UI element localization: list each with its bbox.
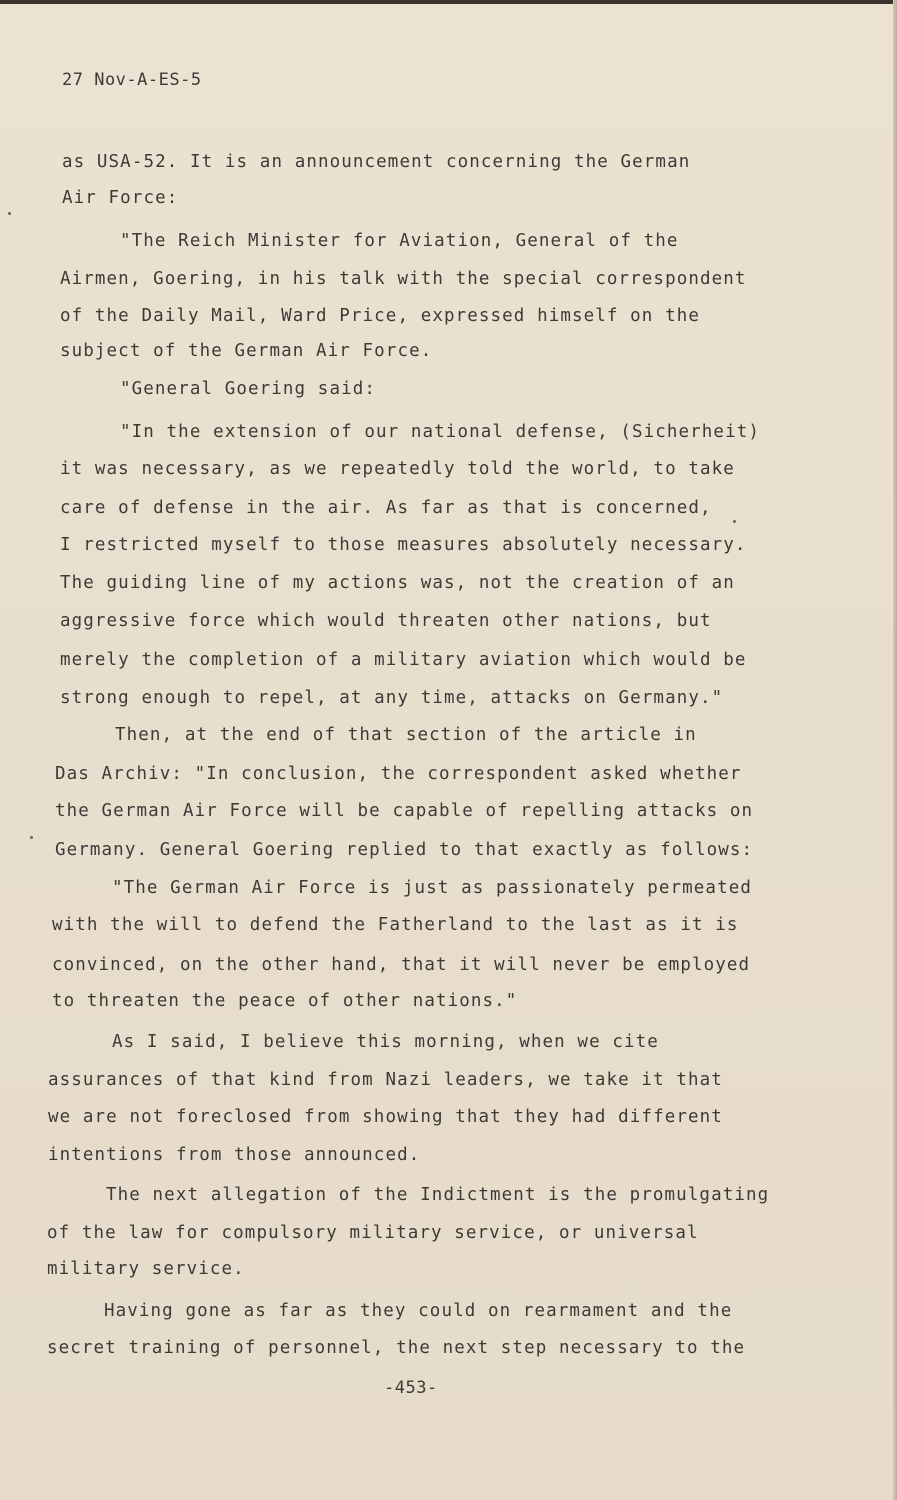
page-number: -453- [384, 1378, 438, 1398]
text-line: to threaten the peace of other nations." [52, 991, 518, 1011]
text-line: the German Air Force will be capable of repelling attacks on [55, 801, 754, 821]
text-line: as USA-52. It is an announcement concerning the German [62, 152, 691, 172]
text-line: aggressive force which would threaten other nations, but [60, 611, 712, 631]
text-line: Air Force: [62, 188, 179, 208]
text-line: convinced, on the other hand, that it will never be employed [52, 955, 751, 975]
text-line: strong enough to repel, at any time, attacks on Germany." [60, 688, 724, 708]
text-line: with the will to defend the Fatherland to the last as it is [52, 915, 739, 935]
text-line: The guiding line of my actions was, not the creation of an [60, 573, 735, 593]
text-line: care of defense in the air. As far as that is concerned, [60, 498, 712, 518]
page-top-edge [0, 0, 897, 4]
paper-speck [30, 836, 33, 839]
text-line: "General Goering said: [120, 379, 376, 399]
text-line: it was necessary, as we repeatedly told the world, to take [60, 459, 735, 479]
text-line: I restricted myself to those measures absolutely necessary. [60, 535, 747, 555]
text-line: assurances of that kind from Nazi leaders, we take it that [48, 1070, 723, 1090]
text-line: As I said, I believe this morning, when we cite [112, 1032, 659, 1052]
text-line: of the Daily Mail, Ward Price, expressed himself on the [60, 306, 700, 326]
text-line: military service. [47, 1259, 245, 1279]
paper-speck [733, 520, 736, 523]
text-line: "In the extension of our national defense, (Sicherheit) [120, 422, 760, 442]
text-line: Then, at the end of that section of the article in [115, 725, 697, 745]
text-line: subject of the German Air Force. [60, 341, 433, 361]
paper-speck [8, 212, 11, 215]
text-line: we are not foreclosed from showing that they had different [48, 1107, 723, 1127]
text-line: of the law for compulsory military service, or universal [47, 1223, 699, 1243]
text-line: "The German Air Force is just as passionately permeated [112, 878, 752, 898]
text-line: Having gone as far as they could on rearmament and the [104, 1301, 733, 1321]
text-line: The next allegation of the Indictment is the promulgating [106, 1185, 770, 1205]
text-line: Airmen, Goering, in his talk with the special correspondent [60, 269, 747, 289]
text-line: Das Archiv: "In conclusion, the correspondent asked whether [55, 764, 742, 784]
text-line: Germany. General Goering replied to that exactly as follows: [55, 840, 754, 860]
text-line: intentions from those announced. [48, 1145, 421, 1165]
page-right-edge [893, 0, 897, 1500]
document-header: 27 Nov-A-ES-5 [62, 70, 202, 90]
text-line: merely the completion of a military aviation which would be [60, 650, 747, 670]
text-line: "The Reich Minister for Aviation, General of the [120, 231, 679, 251]
text-line: secret training of personnel, the next step necessary to the [47, 1338, 746, 1358]
